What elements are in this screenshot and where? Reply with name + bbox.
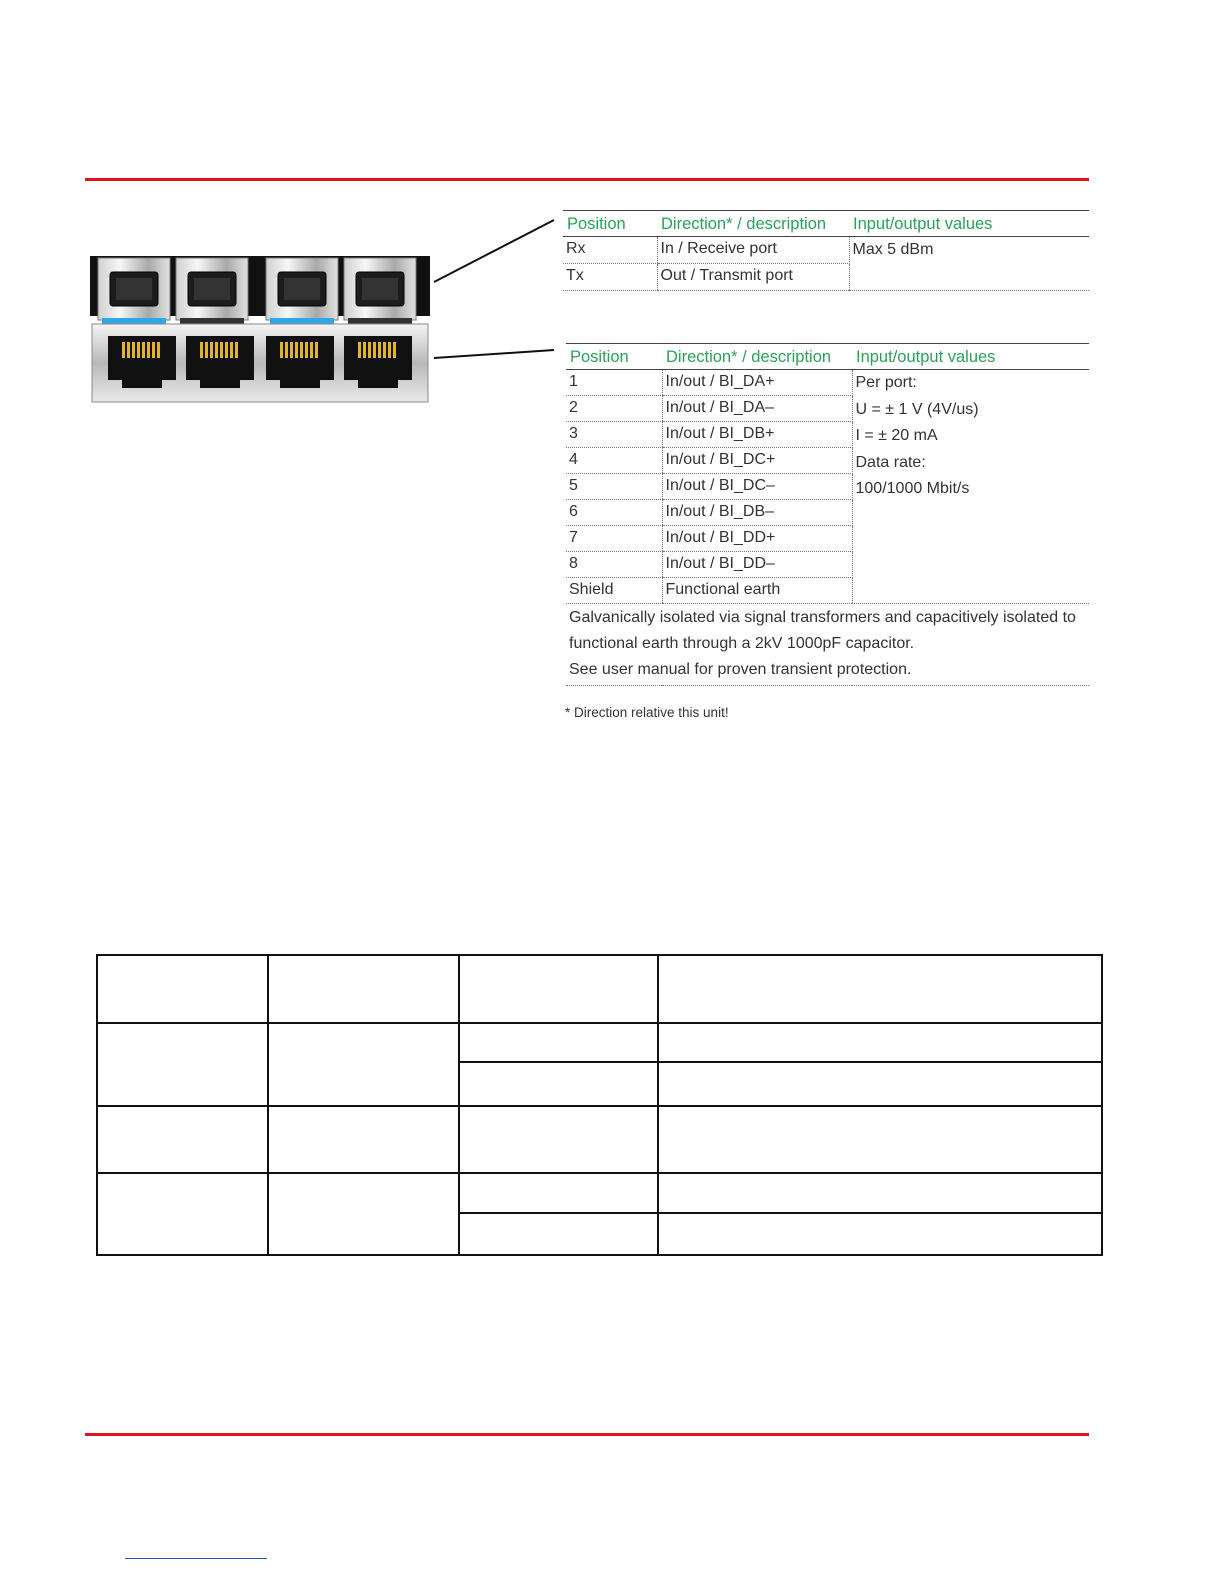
direction-cell: Out / Transmit port (657, 264, 849, 291)
values-cell (852, 370, 1089, 604)
fiber-leader-line (434, 220, 554, 282)
value-line: U = ± 1 V (4V/us) (855, 400, 979, 418)
value-line: Per port: (855, 374, 917, 391)
direction-cell: In/out / BI_DC+ (662, 448, 852, 474)
copper-leader-line (434, 350, 554, 358)
column-header-direction: Direction* / description (662, 344, 852, 370)
notes-row (566, 604, 1089, 686)
column-header-position: Position (563, 211, 657, 237)
transient-note: See user manual for proven transient protection. (569, 661, 912, 678)
table-row (566, 370, 1089, 396)
value-line: Max 5 dBm (852, 241, 934, 258)
grid-cell (268, 1106, 459, 1173)
position-cell: 6 (566, 500, 662, 526)
direction-cell: In/out / BI_DB– (662, 500, 852, 526)
grid-cell (97, 1106, 268, 1173)
values-cell (849, 237, 1089, 291)
grid-cell (459, 955, 658, 1023)
value-line: 100/1000 Mbit/s (855, 480, 970, 497)
direction-cell: In/out / BI_DD– (662, 552, 852, 578)
callout-leader-lines (430, 210, 560, 370)
column-header-values: Input/output values (849, 211, 1089, 237)
grid-cell (459, 1173, 658, 1213)
grid-cell (658, 1023, 1102, 1062)
table-row (97, 1173, 1102, 1213)
grid-cell (658, 1106, 1102, 1173)
direction-cell: In/out / BI_DA– (662, 396, 852, 422)
grid-cell (97, 1173, 268, 1255)
position-cell: 1 (566, 370, 662, 396)
table-row (563, 237, 1089, 264)
direction-cell: Functional earth (662, 578, 852, 604)
direction-cell: In / Receive port (657, 237, 849, 264)
top-red-rule (85, 178, 1089, 181)
direction-footnote: * Direction relative this unit! (565, 705, 729, 720)
grid-cell (658, 955, 1102, 1023)
position-cell: Rx (563, 237, 657, 264)
grid-cell (97, 955, 268, 1023)
grid-cell (459, 1062, 658, 1106)
grid-cell (268, 1173, 459, 1255)
grid-cell (268, 1023, 459, 1106)
grid-cell (268, 955, 459, 1023)
position-cell: Tx (563, 264, 657, 291)
grid-cell (97, 1023, 268, 1106)
grid-cell (658, 1062, 1102, 1106)
table-row (97, 1023, 1102, 1062)
table-row (97, 955, 1102, 1023)
copper-port-table (566, 343, 1089, 686)
isolation-note-cell (566, 604, 1089, 686)
position-cell: 7 (566, 526, 662, 552)
value-line: I = ± 20 mA (855, 427, 938, 444)
bottom-red-rule (85, 1433, 1089, 1436)
connector-illustration (90, 256, 430, 406)
position-cell: Shield (566, 578, 662, 604)
table-header-row (563, 211, 1089, 237)
sfp-port-4 (344, 258, 416, 324)
position-cell: 8 (566, 552, 662, 578)
direction-cell: In/out / BI_DD+ (662, 526, 852, 552)
position-cell: 5 (566, 474, 662, 500)
table-header-row (566, 344, 1089, 370)
table-row (97, 1106, 1102, 1173)
position-cell: 4 (566, 448, 662, 474)
footer-link-underline[interactable] (125, 1558, 267, 1559)
grid-cell (459, 1023, 658, 1062)
column-header-direction: Direction* / description (657, 211, 849, 237)
grid-cell (658, 1173, 1102, 1213)
column-header-position: Position (566, 344, 662, 370)
sfp-port-1 (98, 258, 170, 324)
direction-cell: In/out / BI_DA+ (662, 370, 852, 396)
grid-cell (459, 1106, 658, 1173)
direction-cell: In/out / BI_DC– (662, 474, 852, 500)
sfp-port-2 (176, 258, 248, 324)
empty-grid-table (96, 954, 1103, 1256)
direction-cell: In/out / BI_DB+ (662, 422, 852, 448)
isolation-note: Galvanically isolated via signal transformers and capacitively isolated to functional earth through a 2kV 1000pF capacitor. (569, 609, 1076, 652)
position-cell: 2 (566, 396, 662, 422)
fiber-port-table (563, 210, 1089, 291)
value-line: Data rate: (855, 453, 926, 471)
sfp-port-3 (266, 258, 338, 324)
column-header-values: Input/output values (852, 344, 1089, 370)
grid-cell (459, 1213, 658, 1255)
grid-cell (658, 1213, 1102, 1255)
position-cell: 3 (566, 422, 662, 448)
